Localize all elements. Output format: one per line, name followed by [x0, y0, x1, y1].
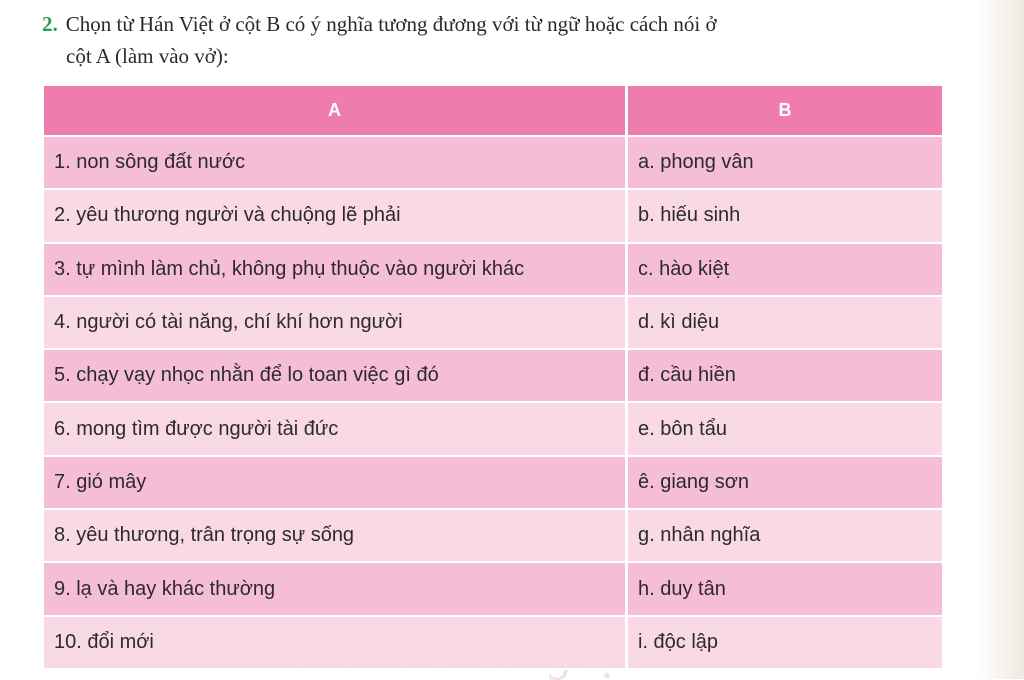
table-row: [44, 510, 942, 563]
table-row: [44, 617, 942, 670]
cell-a: 2. yêu thương người và chuộng lẽ phải: [44, 190, 628, 243]
cell-b: h. duy tân: [628, 563, 942, 616]
column-header-a: A: [44, 86, 628, 137]
matching-table: [44, 86, 942, 670]
cell-b: g. nhân nghĩa: [628, 510, 942, 563]
table-row: [44, 403, 942, 456]
cell-b: ê. giang sơn: [628, 457, 942, 510]
cell-a: 10. đổi mới: [44, 617, 628, 670]
table-header-row: [44, 86, 942, 137]
cell-b: d. kì diệu: [628, 297, 942, 350]
table-row: [44, 563, 942, 616]
cell-a: 1. non sông đất nước: [44, 137, 628, 190]
cell-a: 3. tự mình làm chủ, không phụ thuộc vào người khác: [44, 244, 628, 297]
cell-b: đ. cầu hiền: [628, 350, 942, 403]
page-edge-shadow: [978, 0, 1024, 679]
cell-b: c. hào kiệt: [628, 244, 942, 297]
cell-a: 5. chạy vạy nhọc nhằn để lo toan việc gì đó: [44, 350, 628, 403]
table-row: [44, 297, 942, 350]
cell-b: b. hiếu sinh: [628, 190, 942, 243]
table-row: [44, 190, 942, 243]
question-number: 2.: [42, 12, 58, 36]
cell-b: e. bôn tẩu: [628, 403, 942, 456]
cell-a: 4. người có tài năng, chí khí hơn người: [44, 297, 628, 350]
question-text-line1: Chọn từ Hán Việt ở cột B có ý nghĩa tương đương với từ ngữ hoặc cách nói ở: [65, 12, 717, 36]
column-header-b: B: [628, 86, 942, 137]
table-row: [44, 350, 942, 403]
table-row: [44, 137, 942, 190]
table-row: [44, 457, 942, 510]
table-row: [44, 244, 942, 297]
exercise-question: [42, 8, 957, 72]
cell-a: 9. lạ và hay khác thường: [44, 563, 628, 616]
cell-a: 8. yêu thương, trân trọng sự sống: [44, 510, 628, 563]
cell-b: i. độc lập: [628, 617, 942, 670]
cell-b: a. phong vân: [628, 137, 942, 190]
cell-a: 6. mong tìm được người tài đức: [44, 403, 628, 456]
cell-a: 7. gió mây: [44, 457, 628, 510]
question-text-line2: cột A (làm vào vở):: [66, 44, 229, 68]
